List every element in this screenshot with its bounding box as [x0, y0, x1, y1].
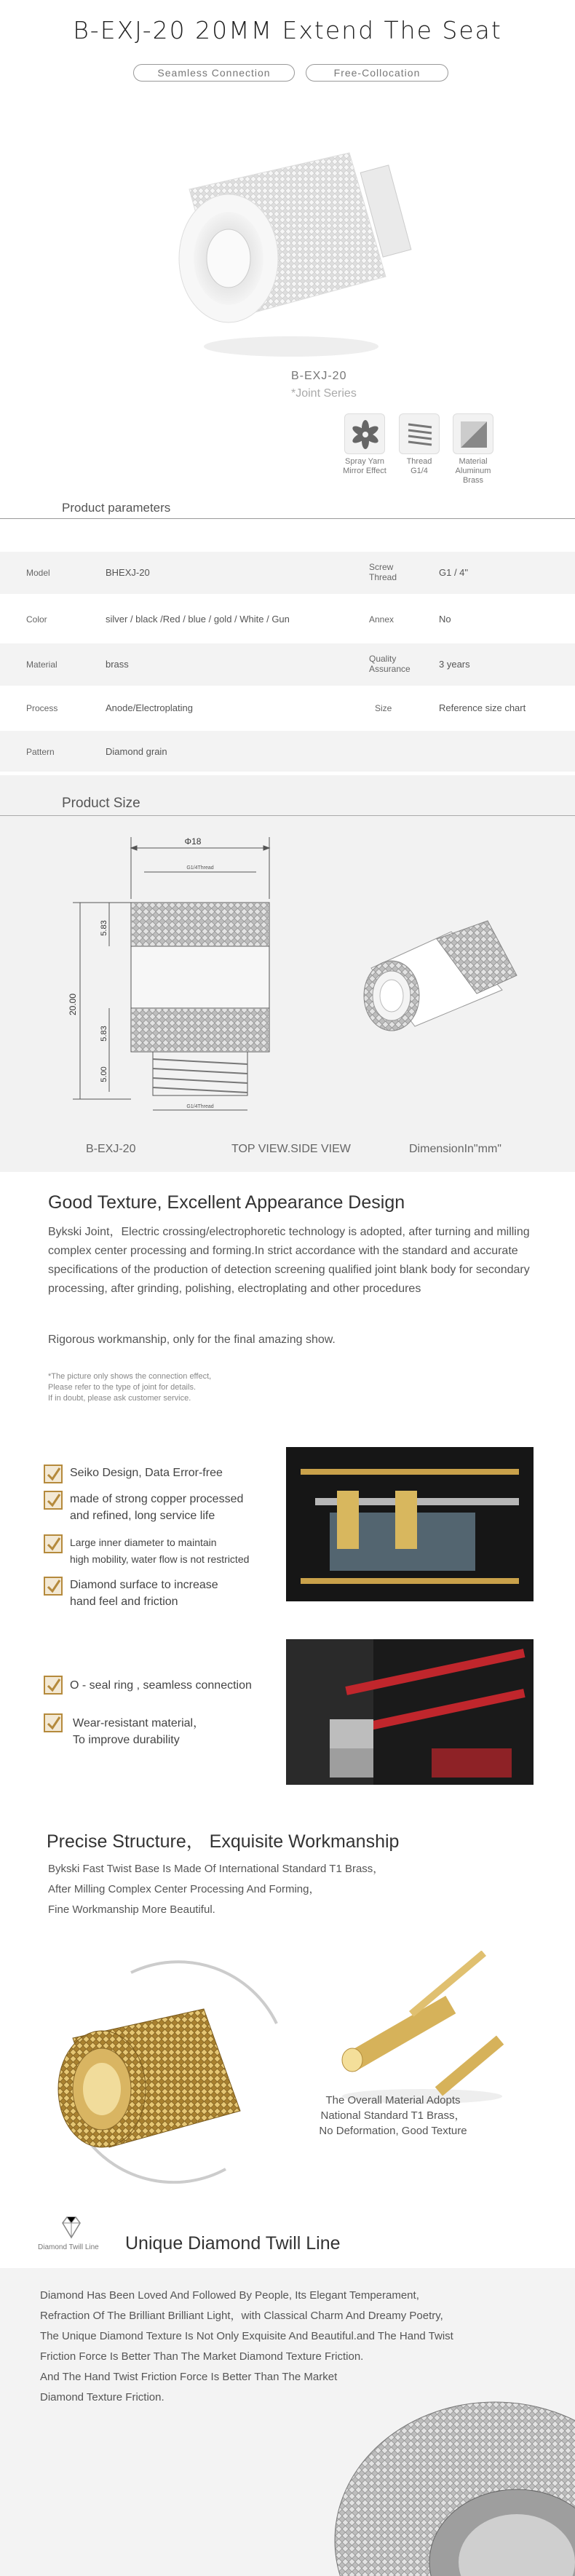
spec-value: BHEXJ-20	[106, 567, 150, 578]
dim-thread-top: G1/4Thread	[186, 865, 214, 871]
feature-label-spray: Spray Yarn Mirror Effect	[343, 457, 386, 475]
spec-key: Size	[375, 703, 392, 713]
dim-knurl-top: 5.83	[100, 920, 108, 936]
feature-check-text: Diamond surface to increase hand feel and friction	[70, 1579, 218, 1608]
texture-note: *The picture only shows the connection effect, Please refer to the type of joint for details. If in doubt, please ask customer service.	[48, 1372, 212, 1403]
spec-value: Diamond grain	[106, 746, 167, 757]
brass-caption: The Overall Material Adopts National Standard T1 Brass， No Deformation, Good Texture	[319, 2094, 467, 2137]
page-title: B-EXJ-20 20MM Extend The Seat	[73, 16, 502, 44]
check-icon	[44, 1676, 63, 1695]
check-icon	[44, 1713, 63, 1732]
dim-knurl-bottom: 5.83	[100, 1026, 108, 1042]
feature-label-thread: Thread G1/4	[406, 457, 432, 475]
diamond-body: Diamond Has Been Loved And Followed By People, Its Elegant Temperament, Refraction Of The Brilliant Brilliant Light，with Classical Charm And Dreamy Poetry, The Unique Diamond Texture Is Not Only Exquisite And Beautiful.and The Hand Twist Friction Force Is Better Than The Market Diamond Texture Friction. And The Hand Twist Friction Force Is Better Than The Market Diamond Texture Friction.	[40, 2289, 453, 2403]
spec-value: No	[439, 614, 451, 625]
spec-row	[0, 731, 575, 772]
spray-flower-icon	[344, 413, 385, 454]
spec-key: Screw Thread	[369, 562, 397, 582]
spec-value: Anode/Electroplating	[106, 702, 193, 713]
size-heading: Product Size	[62, 796, 140, 811]
feature-check-text: Wear-resistant material， To improve durability	[73, 1717, 205, 1746]
check-icon	[44, 1534, 63, 1553]
spec-key: Color	[26, 614, 47, 625]
pc-build-photo-2	[286, 1639, 534, 1785]
product-hero-image	[160, 109, 422, 364]
brass-rods-image	[328, 1951, 517, 2111]
spec-key: Material	[26, 659, 58, 670]
spec-key: Pattern	[26, 747, 55, 757]
dim-height: 20.00	[68, 993, 78, 1016]
size-label-model: B-EXJ-20	[86, 1143, 136, 1155]
texture-title: Good Texture, Excellent Appearance Design	[48, 1192, 405, 1213]
tag-seamless: Seamless Connection	[133, 64, 295, 82]
spec-value: G1 / 4"	[439, 567, 469, 578]
spec-row	[0, 643, 575, 686]
spec-key: Model	[26, 568, 50, 578]
thread-icon	[399, 413, 440, 454]
diamond-title: Unique Diamond Twill Line	[125, 2233, 341, 2254]
tag-free-collocation: Free-Collocation	[306, 64, 448, 82]
diamond-logo-icon	[57, 2213, 86, 2242]
model-code: B-EXJ-20	[291, 370, 347, 382]
dimension-drawing	[51, 830, 298, 1121]
spec-key: Quality Assurance	[369, 654, 411, 674]
side-view-image	[349, 910, 524, 1041]
silver-knurl-closeup-image	[277, 2395, 575, 2576]
size-label-unit: DimensionIn"mm"	[409, 1143, 501, 1155]
spec-row	[0, 552, 575, 594]
feature-check-text: Seiko Design, Data Error-free	[70, 1467, 223, 1479]
spec-key: Process	[26, 703, 58, 713]
spec-row	[0, 598, 575, 641]
feature-check-text: O - seal ring , seamless connection	[70, 1679, 252, 1692]
check-icon	[44, 1577, 63, 1596]
spec-key: Annex	[369, 614, 394, 625]
pc-build-photo-1	[286, 1447, 534, 1601]
spec-value: Reference size chart	[439, 702, 526, 713]
divider	[0, 815, 575, 816]
spec-value: 3 years	[439, 659, 470, 670]
precise-body: Bykski Fast Twist Base Is Made Of International Standard T1 Brass， After Milling Complex Center Processing And Forming， Fine Workmanship More Beautiful.	[48, 1863, 384, 1916]
size-label-views: TOP VIEW.SIDE VIEW	[231, 1143, 351, 1155]
spec-value: brass	[106, 659, 129, 670]
material-icon	[453, 413, 493, 454]
feature-label-material: Material Aluminum Brass	[455, 457, 491, 485]
feature-check-text: made of strong copper processed and refined, long service life	[70, 1493, 244, 1522]
diamond-logo-label: Diamond Twill Line	[38, 2243, 99, 2251]
divider	[0, 518, 575, 519]
series-label: *Joint Series	[291, 387, 357, 400]
brass-fitting-image	[44, 1951, 291, 2184]
texture-body: Bykski Joint，Electric crossing/electrophoretic technology is adopted, after turning and milling complex center processing and forming.In strict accordance with the standard and accurate specifications of the production of detection screening qualified joint blank body for secondary processing, after grinding, polishing, electroplating and other procedures	[48, 1226, 530, 1295]
precise-title: Precise Structure， Exquisite Workmanship	[47, 1831, 400, 1852]
feature-check-text: Large inner diameter to maintain high mobility, water flow is not restricted	[70, 1537, 250, 1565]
texture-body-2: Rigorous workmanship, only for the final amazing show.	[48, 1333, 336, 1346]
dim-diameter: Φ18	[184, 836, 202, 847]
dim-thread-bottom: G1/4Thread	[186, 1104, 214, 1109]
check-icon	[44, 1465, 63, 1483]
check-icon	[44, 1491, 63, 1510]
spec-value: silver / black /Red / blue / gold / White / Gun	[106, 614, 290, 625]
dim-thread-len: 5.00	[100, 1066, 108, 1082]
params-heading: Product parameters	[62, 501, 171, 515]
spec-row	[0, 689, 575, 731]
